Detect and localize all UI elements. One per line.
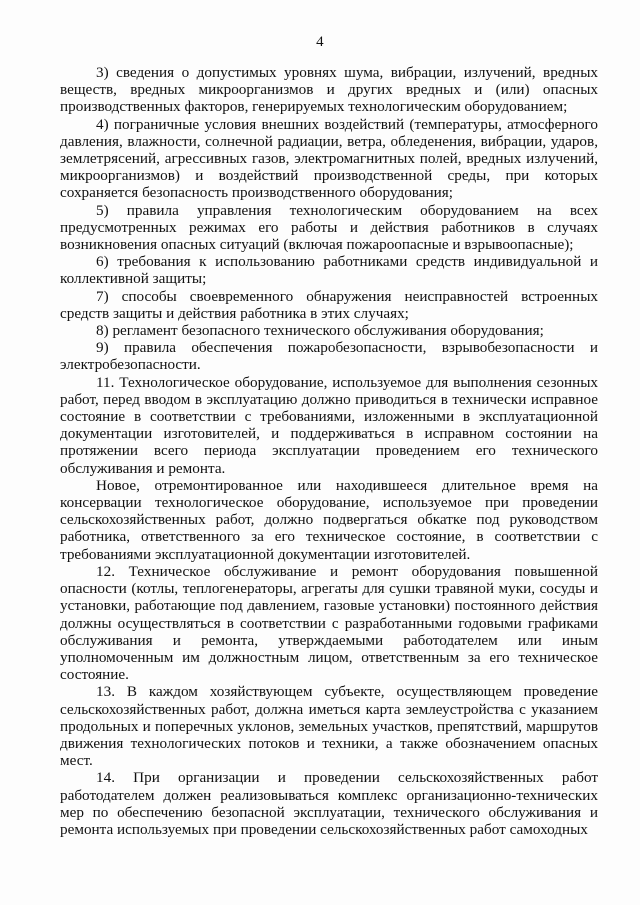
list-item-5: 5) правила управления технологическим оборудованием на всех предусмотренных режимах его работы и действия работников в случаях возникновения опасных ситуаций (включая пожароопасные и взрывоопасные); [60, 201, 598, 254]
list-item-6: 6) требования к использованию работниками средств индивидуальной и коллективной защиты; [60, 253, 598, 288]
page-number: 4 [316, 34, 324, 50]
list-item-4: 4) пограничные условия внешних воздействий (температуры, атмосферного давления, влажности, солнечной радиации, ветра, обледенения, вибрации, ударов, землетрясений, агрессивных газов, электромагнитных полей, вредных излучений, микроорганизмов) и воздействий производственной среды, при которых сохраняется безопасность производственного оборудования; [60, 115, 598, 202]
list-item-3: 3) сведения о допустимых уровнях шума, вибрации, излучений, вредных веществ, вредных микроорганизмов и других вредных и (или) опасных производственных факторов, генерируемых технологическим оборудованием; [60, 64, 598, 116]
list-item-9: 9) правила обеспечения пожаробезопасности, взрывобезопасности и электробезопасности. [60, 339, 598, 374]
document-body [60, 64, 598, 838]
clause-11: 11. Технологическое оборудование, используемое для выполнения сезонных работ, перед вводом в эксплуатацию должно приводиться в технически исправное состояние в соответствии с требованиями, изложенными в эксплуатационной документации изготовителей, и поддерживаться в исправном состоянии на протяжении всего периода эксплуатации проведением его технического обслуживания и ремонта. [60, 373, 598, 477]
list-item-8: 8) регламент безопасного технического обслуживания оборудования; [96, 322, 544, 340]
clause-14: 14. При организации и проведении сельскохозяйственных работ работодателем должен реализовываться комплекс организационно-технических мер по обеспечению безопасной эксплуатации, технического обслуживания и ремонта используемых при проведении сельскохозяйственных работ самоходных [60, 769, 598, 838]
clause-11-continuation: Новое, отремонтированное или находившееся длительное время на консервации технологическое оборудование, используемое при проведении сельскохозяйственных работ, должно подвергаться обкатке под руководством работника, ответственного за его техническое состояние, в соответствии с требованиями эксплуатационной документации изготовителей. [60, 476, 598, 563]
list-item-7: 7) способы своевременного обнаружения неисправностей встроенных средств защиты и действия работника в этих случаях; [60, 287, 598, 322]
clause-12: 12. Техническое обслуживание и ремонт оборудования повышенной опасности (котлы, теплогенераторы, агрегаты для сушки травяной муки, сосуды и установки, работающие под давлением, газовые установки) постоянного действия должны осуществляться в соответствии с разработанными годовыми графиками обслуживания и ремонта, утверждаемыми работодателем или иным уполномоченным им должностным лицом, ответственным за его техническое состояние. [60, 562, 598, 684]
clause-13: 13. В каждом хозяйствующем субъекте, осуществляющем проведение сельскохозяйственных работ, должна иметься карта землеустройства с указанием продольных и поперечных уклонов, земельных участков, препятствий, маршрутов движения технологических потоков и техники, а также обозначением опасных мест. [60, 683, 598, 770]
